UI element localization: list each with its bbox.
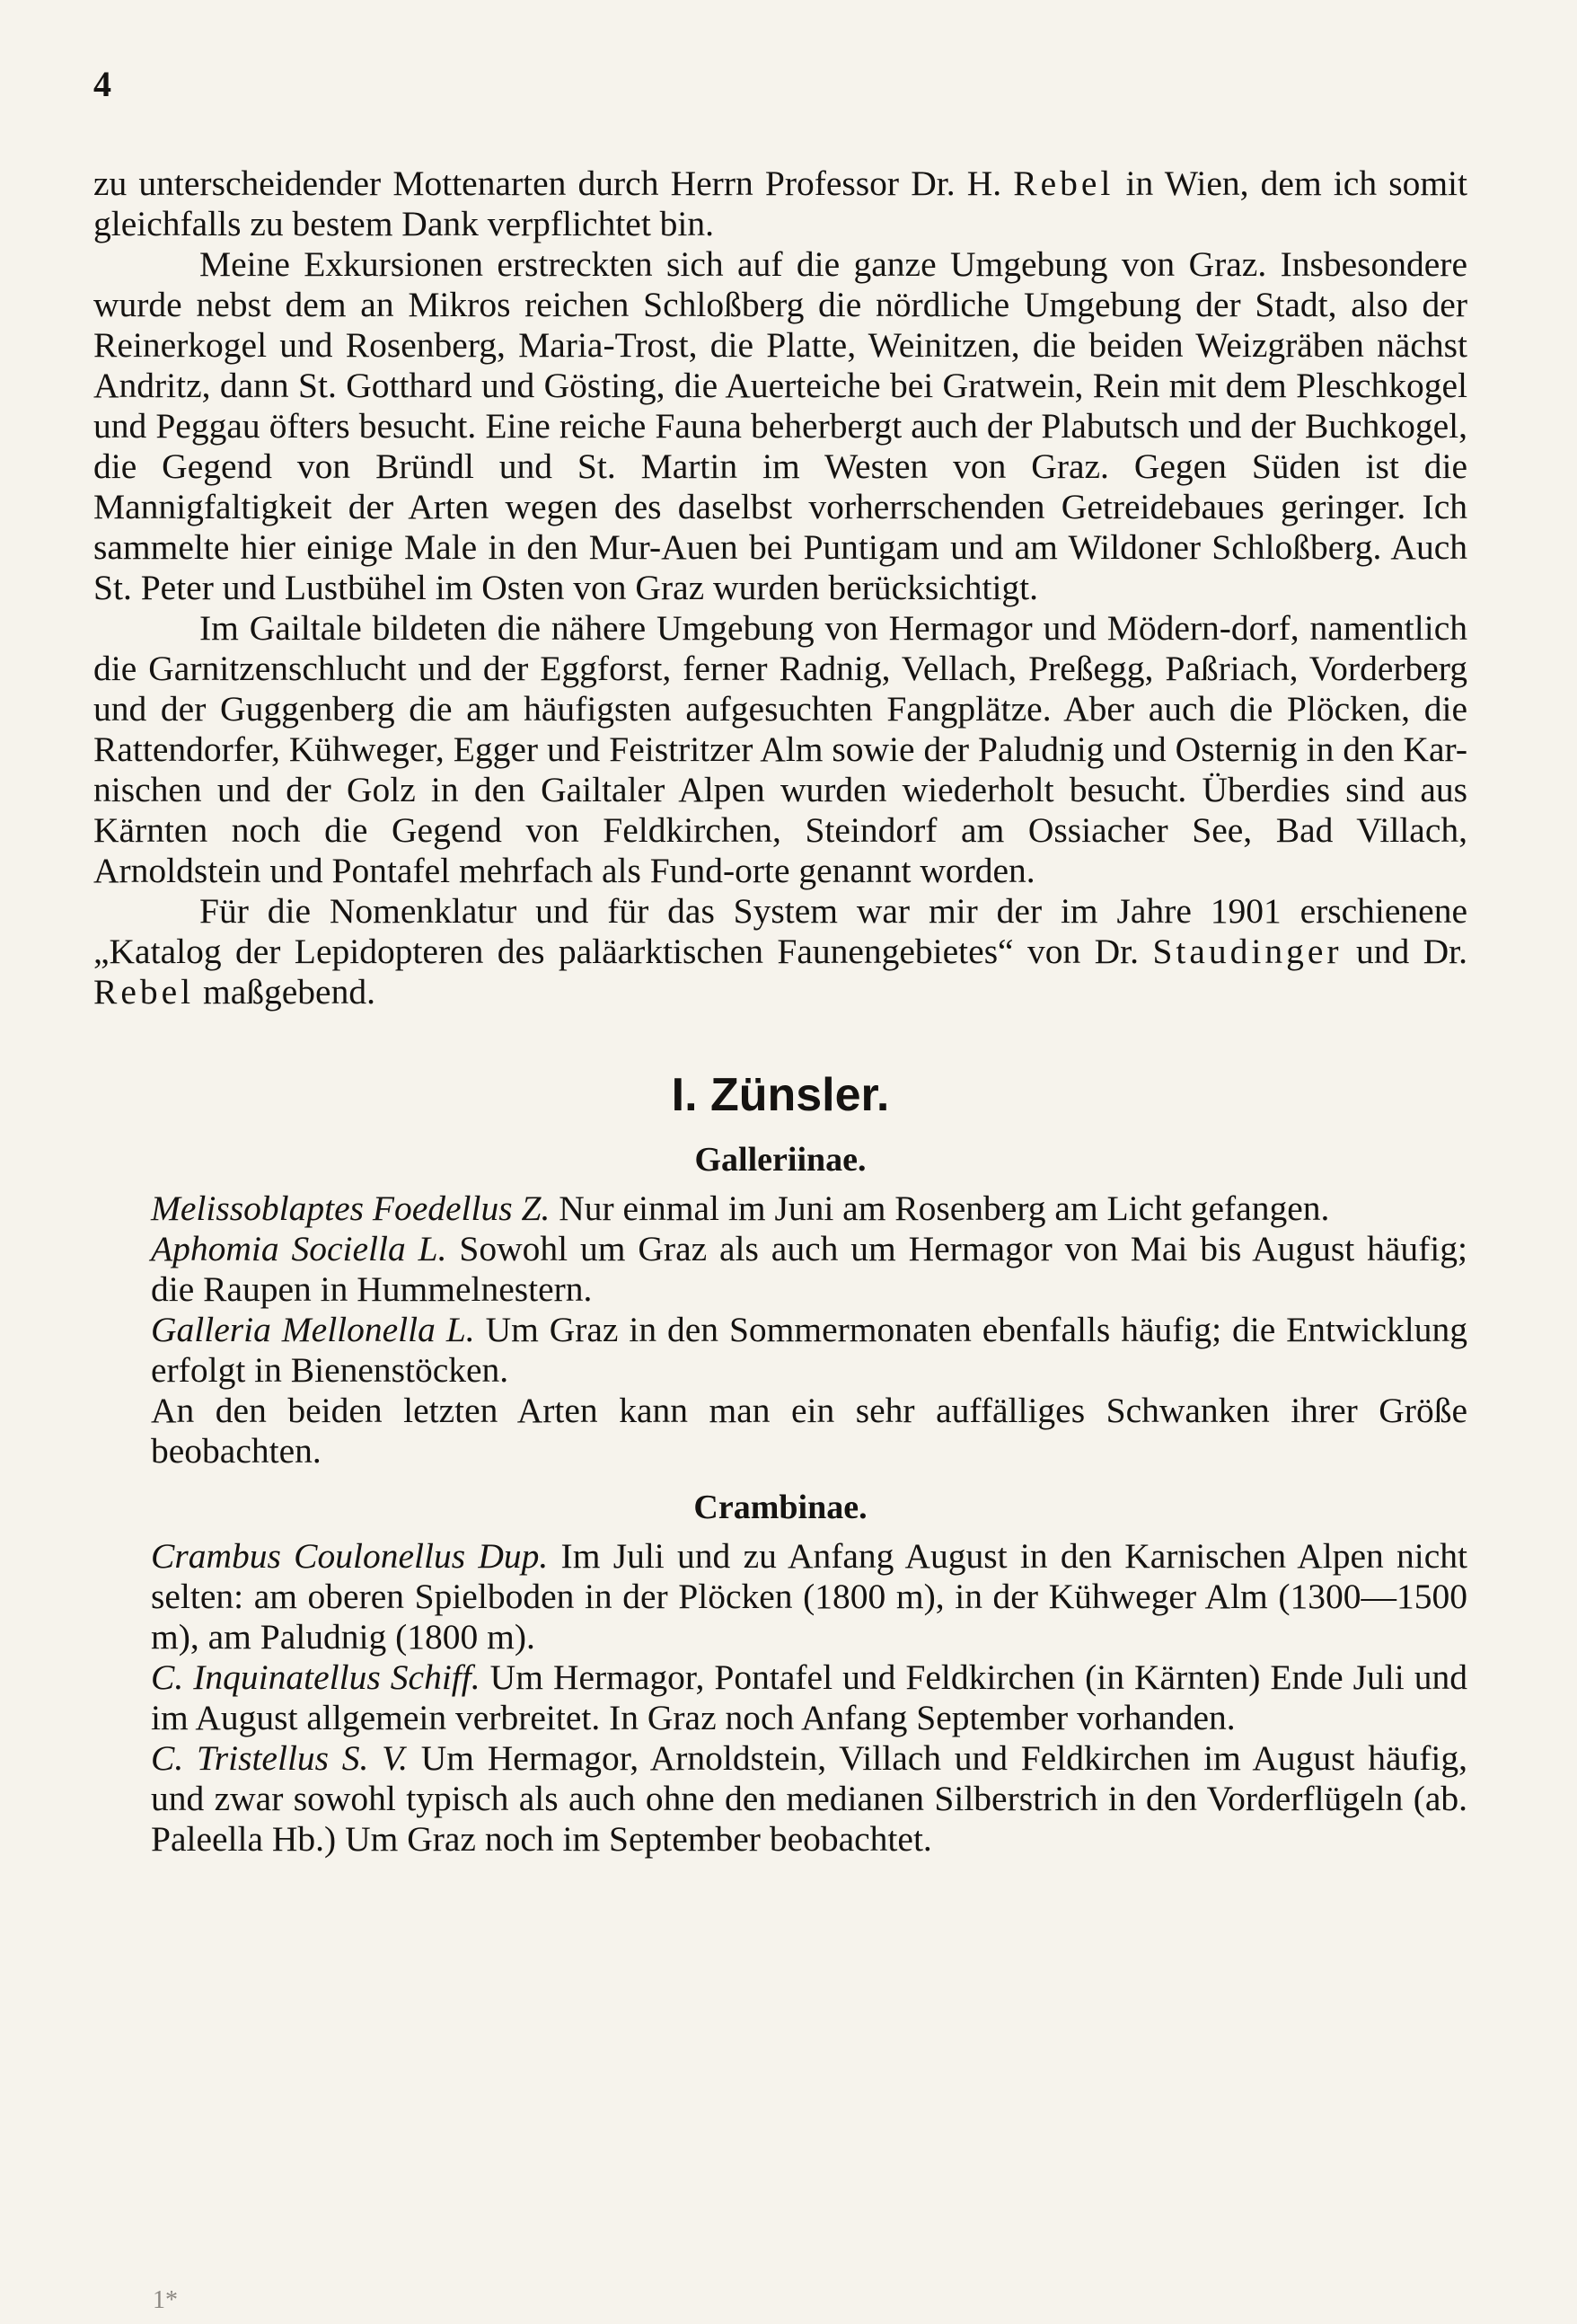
species-entry: Galleria Mellonella L. Um Graz in den Sommermonaten ebenfalls häufig; die Entwicklung erfolgt in Bienenstöcken. bbox=[151, 1310, 1468, 1390]
subsection-title-galleriinae: Galleriinae. bbox=[694, 1141, 867, 1179]
species-entry: Crambus Coulonellus Dup. Im Juli und zu Anfang August in den Karnischen Alpen nicht selten: am oberen Spielboden in der Plöcken (1800 m), in der Kühweger Alm (1300—1500 m), am Paludnig (1800 m). bbox=[151, 1536, 1467, 1657]
author-name-rebel: Rebel bbox=[93, 972, 195, 1012]
author-name-rebel: Rebel bbox=[1013, 163, 1114, 203]
footer-signature-mark: 1* bbox=[153, 2286, 178, 2314]
species-entry: Aphomia Sociella L. Sowohl um Graz als auch um Hermagor von Mai bis August häufig; die Raupen in Hummelnestern. bbox=[151, 1229, 1468, 1309]
intro-paragraph-1: zu unterscheidender Mottenarten durch Herrn Professor Dr. H. Rebel in Wien, dem ich somit gleichfalls zu bestem Dank verpflichtet bin. bbox=[93, 163, 1467, 243]
species-entry: Melissoblaptes Foedellus Z. Nur einmal im Juni am Rosenberg am Licht gefangen. bbox=[151, 1189, 1330, 1228]
body-text bbox=[93, 163, 1467, 1860]
intro-paragraph-2: Meine Exkursionen erstreckten sich auf die ganze Umgebung von Graz. Insbesondere wurde nebst dem an Mikros reichen Schloßberg die nördliche Umgebung der Stadt, also der Reinerkogel und Rosenberg, Maria-Trost, die Platte, Weinitzen, die beiden Weizgräben nächst Andritz, dann St. Gotthard und Gösting, die Auerteiche bei Gratwein, Rein mit dem Pleschkogel und Peggau öfters besucht. Eine reiche Fauna beherbergt auch der Plabutsch und der Buchkogel, die Gegend von Bründl und St. Martin im Westen von Graz. Gegen Süden ist die Mannigfaltigkeit der Arten wegen des daselbst vorherrschenden Getreidebaues geringer. Ich sammelte hier einige Male in den Mur-Auen bei Puntigam und am Wildoner Schloßberg. Auch St. Peter und Lustbühel im Osten von Graz wurden berücksichtigt. bbox=[93, 244, 1467, 607]
intro-paragraph-3: Im Gailtale bildeten die nähere Umgebung von Hermagor und Mödern-dorf, namentlich die Garnitzenschlucht und der Eggforst, ferner Radnig, Vellach, Preßegg, Paßriach, Vorderberg und der Guggenberg die am häufigsten aufgesuchten Fangplätze. Aber auch die Plöcken, die Rattendorfer, Kühweger, Egger und Feistritzer Alm sowie der Paludnig und Osternig in den Kar-nischen und der Golz in den Gailtaler Alpen wurden wiederholt besucht. Überdies sind aus Kärnten noch die Gegend von Feldkirchen, Steindorf am Ossiacher See, Bad Villach, Arnoldstein und Pontafel mehrfach als Fund-orte genannt worden. bbox=[93, 608, 1467, 890]
page-number: 4 bbox=[93, 64, 111, 104]
species-entry: C. Tristellus S. V. Um Hermagor, Arnoldstein, Villach und Feldkirchen im August häufig, und zwar sowohl typisch als auch ohne den medianen Silberstrich in den Vorderflügeln (ab. Paleella Hb.) Um Graz noch im September beobachtet. bbox=[151, 1738, 1467, 1859]
subsection-title-crambinae: Crambinae. bbox=[693, 1489, 868, 1526]
species-entry: C. Inquinatellus Schiff. Um Hermagor, Pontafel und Feldkirchen (in Kärnten) Ende Juli und im August allgemein verbreitet. In Graz noch Anfang September vorhanden. bbox=[151, 1657, 1468, 1737]
author-name-staudinger: Staudinger bbox=[1152, 932, 1343, 971]
galleriinae-note: An den beiden letzten Arten kann man ein sehr auffälliges Schwanken ihrer Größe beobachten. bbox=[151, 1391, 1467, 1471]
intro-paragraph-4: Für die Nomenklatur und für das System war mir der im Jahre 1901 erschienene „Katalog der Lepidopteren des paläarktischen Faunengebietes“ von Dr. Staudinger und Dr. Rebel maßgebend. bbox=[93, 891, 1468, 1012]
section-title: I. Zünsler. bbox=[671, 1069, 890, 1121]
